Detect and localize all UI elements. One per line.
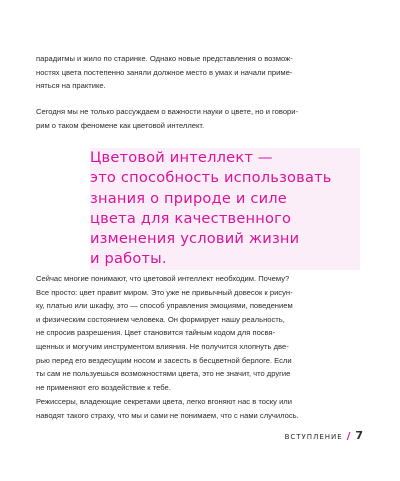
paragraph-1 bbox=[36, 52, 364, 93]
page-number: 7 bbox=[355, 429, 364, 442]
text-line: наводят такого страху, что мы и сами не понимаем, что с нами случилось. bbox=[36, 410, 299, 420]
paragraph-2 bbox=[36, 105, 364, 132]
pull-quote-line: и работы. bbox=[90, 250, 167, 268]
text-line: ты сам не пользуешься возможностями цвета, это не значит, что другие bbox=[36, 369, 291, 379]
text-line: и физическим состоянием человека. Он формирует нашу реальность, bbox=[36, 314, 285, 324]
text-line: няться на практике. bbox=[36, 81, 106, 91]
text-line: не применяют его воздействие к тебе. bbox=[36, 382, 171, 392]
text-line: щенных и могучим инструментом влияния. Не получится хлопнуть две- bbox=[36, 341, 289, 351]
pull-quote-line: знания о природе и силе bbox=[90, 189, 287, 207]
pull-quote bbox=[90, 148, 360, 270]
paragraph-4 bbox=[36, 395, 364, 422]
text-line: Все просто: цвет правит миром. Это уже не привычный довесок к рисун- bbox=[36, 287, 293, 297]
text-line: ку, платью или шкафу, это — способ управления эмоциями, поведением bbox=[36, 301, 293, 311]
text-line: рью перед его вездесущим носом и засесть в бесцветной берлоге. Если bbox=[36, 355, 292, 365]
text-line: Сейчас многие понимают, что цветовой интеллект необходим. Почему? bbox=[36, 274, 290, 283]
pull-quote-line: цвета для качественного bbox=[90, 209, 292, 227]
text-line: ностях цвета постепенно заняли должное место в умах и начали приме- bbox=[36, 67, 293, 77]
paragraph-3 bbox=[36, 272, 364, 394]
text-line: рим о таком феномене как цветовой интеллект. bbox=[36, 120, 205, 130]
text-line: Сегодня мы не только рассуждаем о важности науки о цвете, но и говори- bbox=[36, 107, 299, 116]
text-line: Режиссеры, владеющие секретами цвета, легко вгоняют нас в тоску или bbox=[36, 397, 292, 406]
footer-separator: / bbox=[346, 431, 352, 442]
page-footer bbox=[285, 429, 364, 442]
pull-quote-line: это способность использовать bbox=[90, 169, 332, 187]
pull-quote-line: Цветовой интеллект — bbox=[90, 149, 273, 166]
section-title: ВСТУПЛЕНИЕ bbox=[284, 433, 343, 441]
text-line: парадигмы и жило по старинке. Однако новые представления о возмож- bbox=[36, 54, 293, 63]
pull-quote-line: изменения условий жизни bbox=[90, 230, 300, 248]
text-line: не спросив разрешения. Цвет становится тайным кодом для посвя- bbox=[36, 328, 276, 338]
